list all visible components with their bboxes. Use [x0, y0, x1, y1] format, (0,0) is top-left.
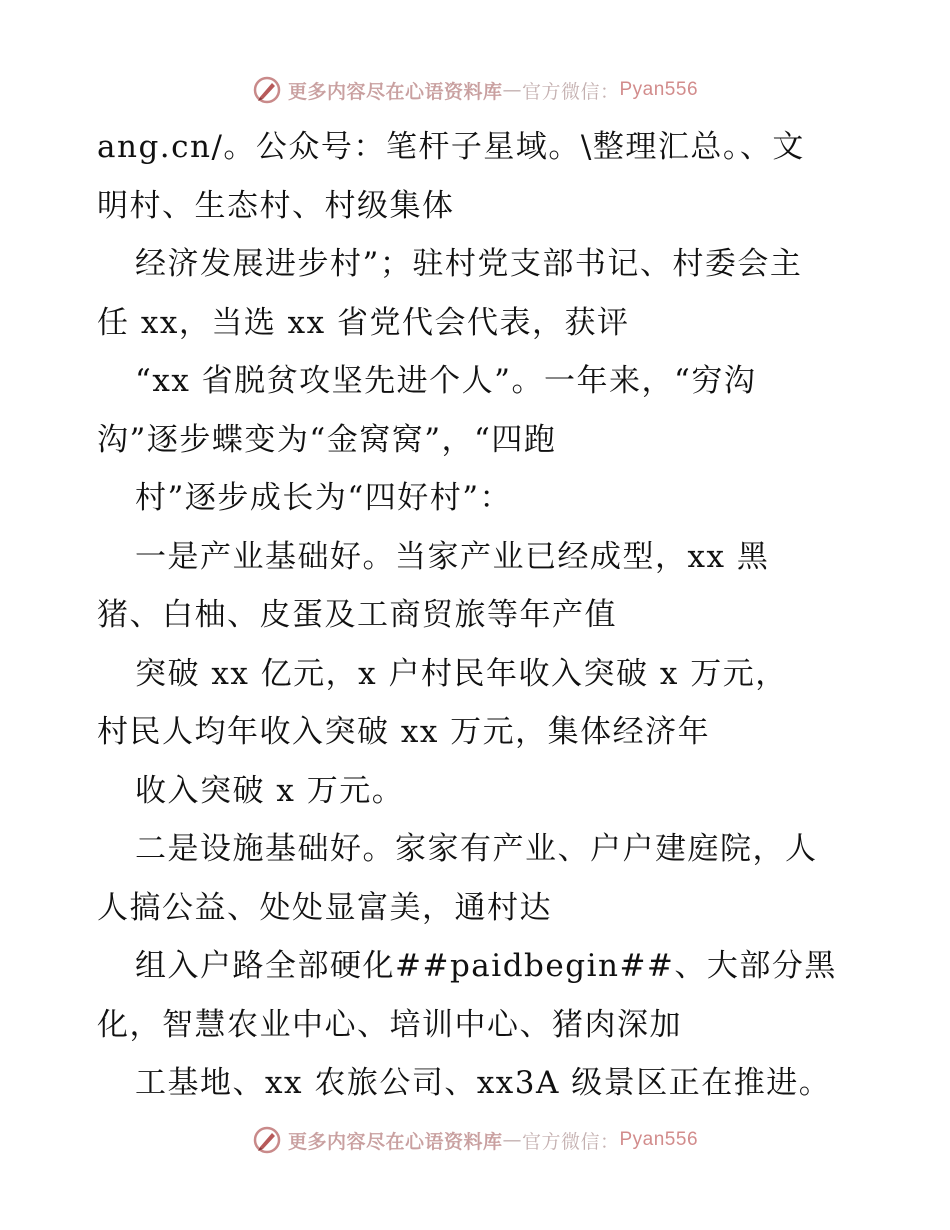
- banner-dash: —: [502, 79, 522, 101]
- banner-wechat-id: Pyan556: [619, 79, 699, 100]
- text-line: 突破 xx 亿元，x 户村民年收入突破 x 万元，: [135, 655, 788, 692]
- banner-main-text: 更多内容尽在心语资料库: [287, 1130, 503, 1153]
- text-line: 村”逐步成长为“四好村”：: [135, 480, 513, 516]
- banner-main-text: 更多内容尽在心语资料库: [287, 80, 503, 103]
- text-line: 经济发展进步村”；驻村党支部书记、村委会主: [135, 246, 803, 282]
- text-line: 村民人均年收入突破 xx 万元，集体经济年: [97, 714, 711, 750]
- text-line: 猪、白柚、皮蛋及工商贸旅等年产值: [97, 597, 617, 633]
- document-body: [97, 118, 867, 1113]
- text-line: 组入户路全部硬化##paidbegin##、大部分黑: [135, 948, 837, 984]
- text-line: ang.cn/。公众号：笔杆子星域。\整理汇总。、文: [97, 129, 805, 165]
- text-line: “xx 省脱贫攻坚先进个人”。一年来，“穷沟: [135, 363, 757, 399]
- text-line: 明村、生态村、村级集体: [97, 187, 455, 224]
- banner-sub-text: 官方微信：: [521, 1130, 620, 1153]
- text-line: 收入突破 x 万元。: [135, 772, 405, 809]
- text-line: 任 xx，当选 xx 省党代会代表，获评: [97, 304, 630, 341]
- footer-watermark-banner: [0, 1120, 950, 1160]
- text-line: 化，智慧农业中心、培训中心、猪肉深加: [97, 1006, 682, 1043]
- text-line: 一是产业基础好。当家产业已经成型，xx 黑: [135, 538, 770, 575]
- header-watermark-banner: [0, 70, 950, 110]
- pen-logo-icon: [252, 1125, 282, 1155]
- text-line: 人搞公益、处处显富美，通村达: [97, 889, 552, 926]
- banner-dash: —: [502, 1129, 522, 1151]
- pen-logo-icon: [252, 75, 282, 105]
- banner-sub-text: 官方微信：: [521, 80, 620, 103]
- text-line: 沟”逐步蝶变为“金窝窝”，“四跑: [97, 421, 557, 458]
- text-line: 工基地、xx 农旅公司、xx3A 级景区正在推进。: [135, 1065, 832, 1101]
- banner-wechat-id: Pyan556: [619, 1129, 699, 1150]
- text-line: 二是设施基础好。家家有产业、户户建庭院，人: [135, 831, 818, 867]
